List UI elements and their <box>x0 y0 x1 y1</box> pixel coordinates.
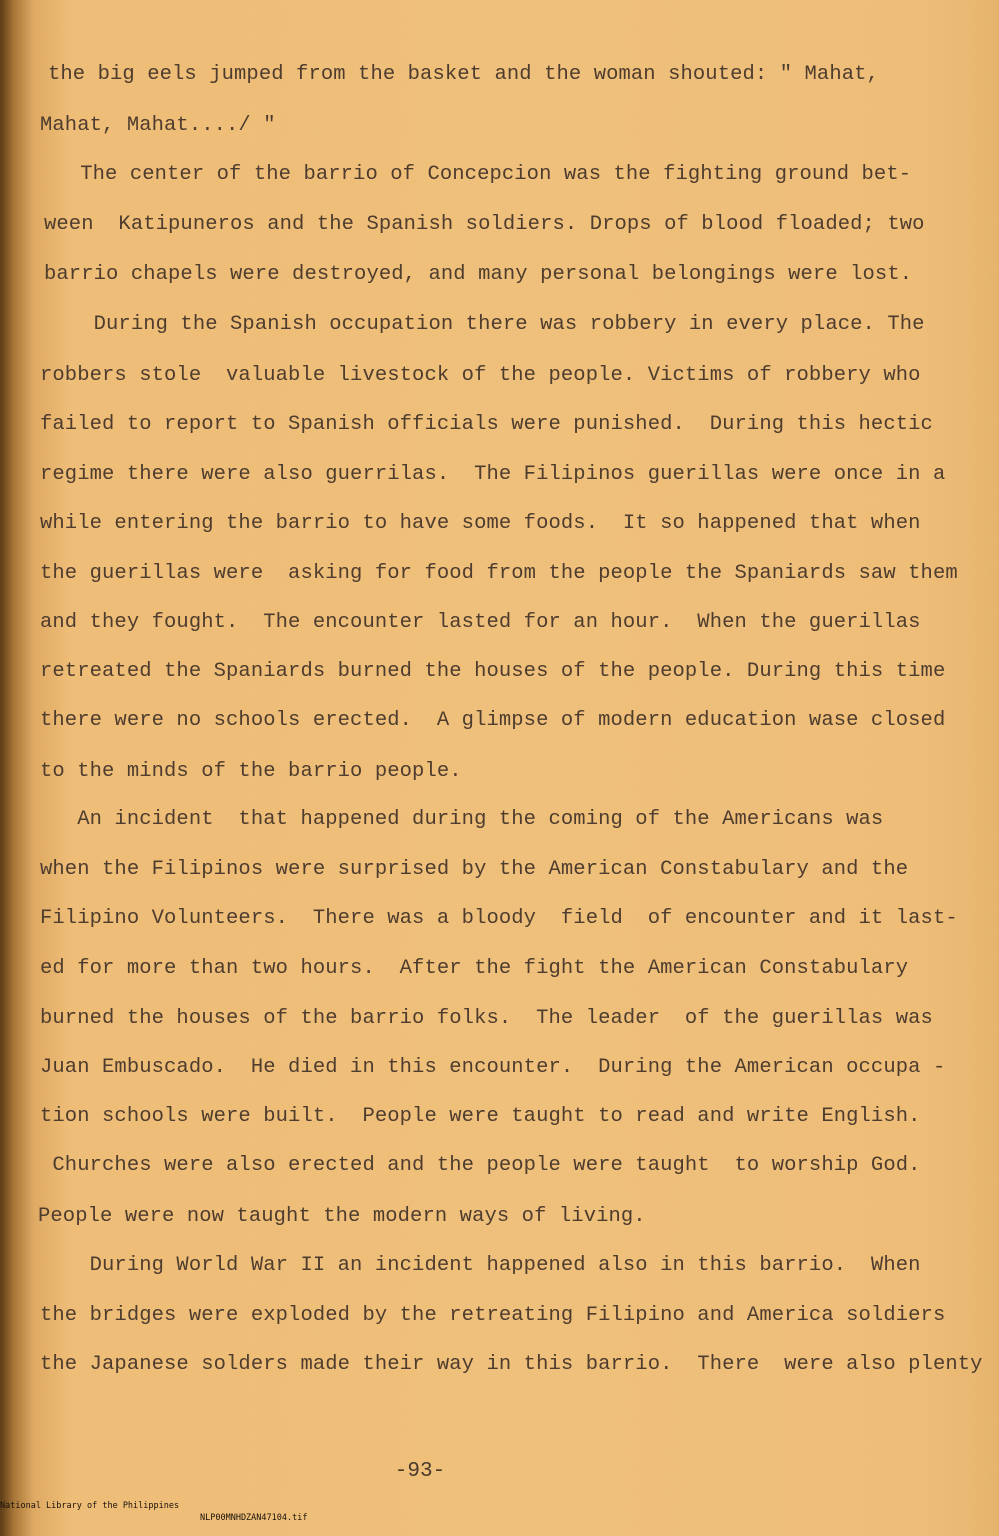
text-line: failed to report to Spanish officials were punished. During this hectic <box>40 413 933 436</box>
text-line: Churches were also erected and the people were taught to worship God. <box>40 1154 921 1177</box>
page-number: -93- <box>394 1460 446 1483</box>
text-line: the bridges were exploded by the retreating Filipino and America soldiers <box>40 1304 946 1327</box>
text-line: robbers stole valuable livestock of the people. Victims of robbery who <box>40 364 921 387</box>
text-line: Filipino Volunteers. There was a bloody field of encounter and it last- <box>40 907 958 930</box>
text-line: regime there were also guerrilas. The Filipinos guerillas were once in a <box>40 463 946 486</box>
text-line: barrio chapels were destroyed, and many personal belongings were lost. <box>44 263 913 286</box>
text-line: An incident that happened during the coming of the Americans was <box>40 808 884 831</box>
text-line: burned the houses of the barrio folks. The leader of the guerillas was <box>40 1007 933 1030</box>
text-line: The center of the barrio of Concepcion was the fighting ground bet- <box>43 163 912 186</box>
text-line: During World War II an incident happened also in this barrio. When <box>40 1254 921 1277</box>
footer-source: National Library of the Philippines <box>0 1501 180 1511</box>
text-line: and they fought. The encounter lasted for an hour. When the guerillas <box>40 611 921 634</box>
text-line: the Japanese solders made their way in this barrio. There were also plenty <box>40 1353 983 1376</box>
text-line: the guerillas were asking for food from the people the Spaniards saw them <box>40 562 958 585</box>
text-line: ed for more than two hours. After the fight the American Constabulary <box>40 957 909 980</box>
scan-footer <box>0 1488 308 1523</box>
text-line: while entering the barrio to have some foods. It so happened that when <box>40 512 921 535</box>
text-line: the big eels jumped from the basket and the woman shouted: " Mahat, <box>48 63 879 86</box>
text-line: when the Filipinos were surprised by the American Constabulary and the <box>40 858 909 881</box>
text-line: there were no schools erected. A glimpse of modern education wase closed <box>40 709 946 732</box>
text-line: Mahat, Mahat..../ " <box>40 114 276 137</box>
text-line: retreated the Spaniards burned the houses of the people. During this time <box>40 660 946 683</box>
text-line: Juan Embuscado. He died in this encounter. During the American occupa - <box>40 1056 946 1079</box>
text-line: People were now taught the modern ways of living. <box>38 1205 646 1228</box>
text-line: to the minds of the barrio people. <box>40 760 462 783</box>
footer-filename: NLP00MNHDZAN47104.tif <box>200 1513 308 1523</box>
text-line: tion schools were built. People were taught to read and write English. <box>40 1105 921 1128</box>
text-line: During the Spanish occupation there was robbery in every place. The <box>44 313 925 336</box>
text-line: ween Katipuneros and the Spanish soldiers. Drops of blood floaded; two <box>44 213 925 236</box>
